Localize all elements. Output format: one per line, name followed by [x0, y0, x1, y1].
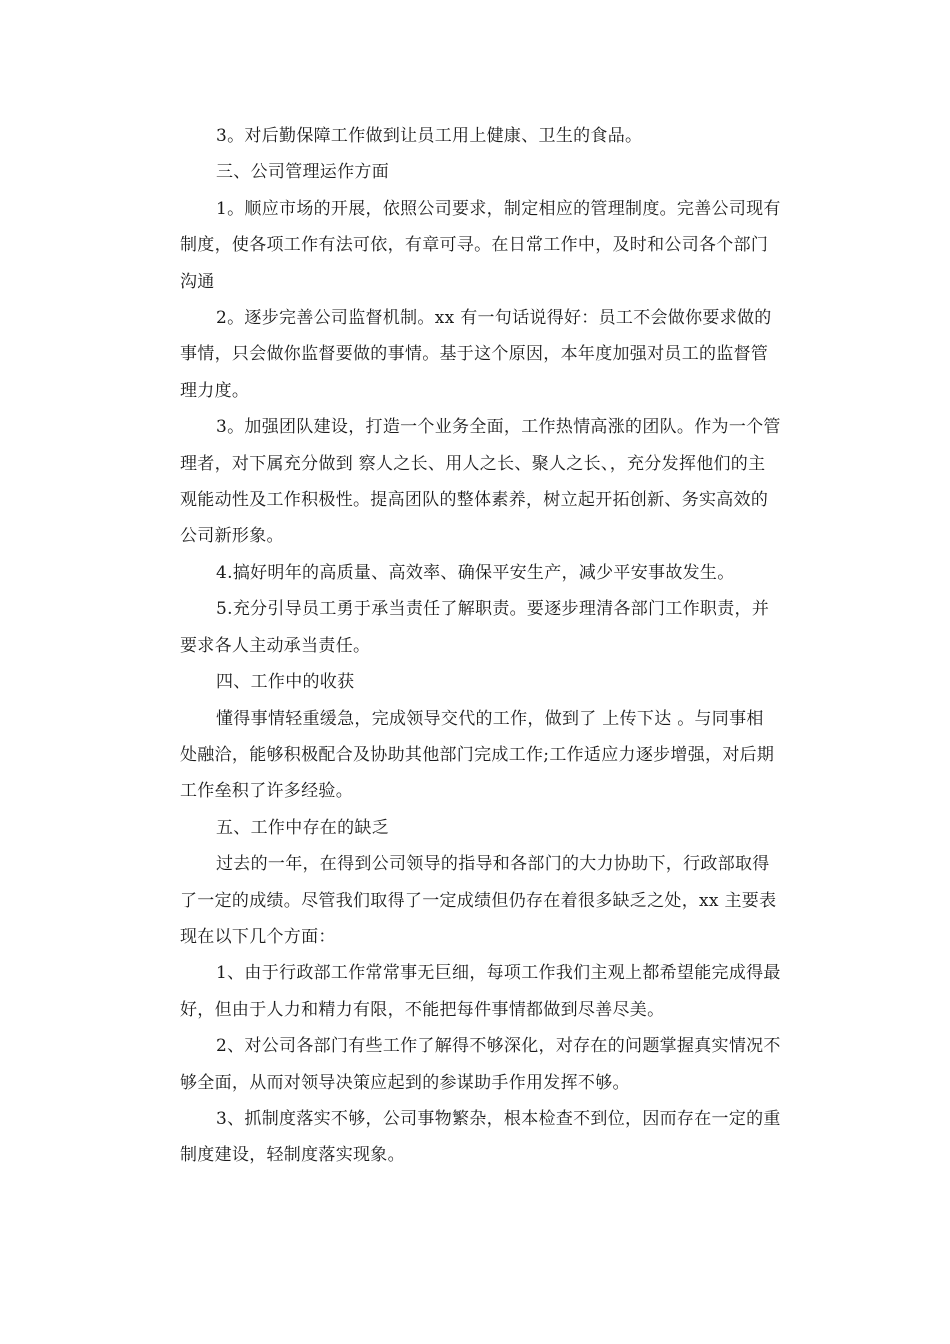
paragraph-logistics-food — [144, 118, 808, 154]
text-line: 2、对公司各部门有些工作了解得不够深化，对存在的问题掌握真实情况不 — [216, 1036, 781, 1057]
paragraph-shortcoming-1 — [144, 955, 808, 1028]
text-line: 够全面，从而对领导决策应起到的参谋助手作用发挥不够。 — [180, 1072, 630, 1093]
text-line: 观能动性及工作积极性。提高团队的整体素养，树立起开拓创新、务实高效的 — [180, 490, 769, 511]
text-line: 要求各人主动承当责任。 — [180, 635, 371, 656]
text-line: 沟通 — [180, 271, 215, 292]
text-line: 3、抓制度落实不够，公司事物繁杂，根本检查不到位，因而存在一定的重 — [216, 1108, 781, 1129]
text-line: 4.搞好明年的高质量、高效率、确保平安生产，减少平安事故发生。 — [216, 562, 735, 583]
text-line: 理者，对下属充分做到 察人之长、用人之长、聚人之长、，充分发挥他们的主 — [180, 453, 766, 474]
text-line: 了一定的成绩。尽管我们取得了一定成绩但仍存在着很多缺乏之处，xx 主要表 — [180, 890, 777, 911]
text-line: 四、工作中的收获 — [216, 672, 355, 693]
section-heading-gains — [144, 664, 808, 700]
text-line: 工作垒积了许多经验。 — [180, 781, 353, 802]
text-line: 制度建设，轻制度落实现象。 — [180, 1145, 405, 1166]
text-line: 五、工作中存在的缺乏 — [216, 817, 389, 838]
paragraph-responsibility — [144, 591, 808, 664]
section-heading-shortcomings — [144, 810, 808, 846]
paragraph-management-system — [144, 191, 808, 300]
text-line: 公司新形象。 — [180, 526, 284, 547]
text-line: 好，但由于人力和精力有限，不能把每件事情都做到尽善尽美。 — [180, 999, 665, 1020]
section-heading-management — [144, 154, 808, 190]
text-line: 制度，使各项工作有法可依，有章可寻。在日常工作中，及时和公司各个部门 — [180, 235, 769, 256]
text-line: 过去的一年，在得到公司领导的指导和各部门的大力协助下，行政部取得 — [216, 854, 770, 875]
text-line: 3。对后勤保障工作做到让员工用上健康、卫生的食品。 — [216, 126, 643, 146]
text-line: 现在以下几个方面： — [180, 926, 336, 947]
text-line: 2。逐步完善公司监督机制。xx 有一句话说得好：员工不会做你要求做的 — [216, 308, 772, 329]
text-line: 处融洽，能够积极配合及协助其他部门完成工作;工作适应力逐步增强，对后期 — [180, 744, 775, 765]
text-line: 理力度。 — [180, 380, 250, 401]
paragraph-gains — [144, 701, 808, 810]
text-line: 懂得事情轻重缓急，完成领导交代的工作，做到了 上传下达 。与同事相 — [216, 708, 764, 729]
paragraph-safety-production — [144, 555, 808, 591]
paragraph-shortcoming-3 — [144, 1101, 808, 1174]
text-line: 3。加强团队建设，打造一个业务全面，工作热情高涨的团队。作为一个管 — [216, 417, 781, 438]
text-line: 1、由于行政部工作常常事无巨细，每项工作我们主观上都希望能完成得最 — [216, 963, 781, 984]
paragraph-shortcoming-2 — [144, 1028, 808, 1101]
paragraph-past-year — [144, 846, 808, 955]
text-line: 事情，只会做你监督要做的事情。基于这个原因，本年度加强对员工的监督管 — [180, 344, 769, 365]
paragraph-supervision — [144, 300, 808, 409]
text-line: 1。顺应市场的开展，依照公司要求，制定相应的管理制度。完善公司现有 — [216, 198, 781, 219]
paragraph-team-building — [144, 409, 808, 555]
text-line: 三、公司管理运作方面 — [216, 162, 389, 183]
text-line: 5.充分引导员工勇于承当责任了解职责。要逐步理清各部门工作职责，并 — [216, 599, 770, 620]
document-body — [144, 118, 808, 1174]
